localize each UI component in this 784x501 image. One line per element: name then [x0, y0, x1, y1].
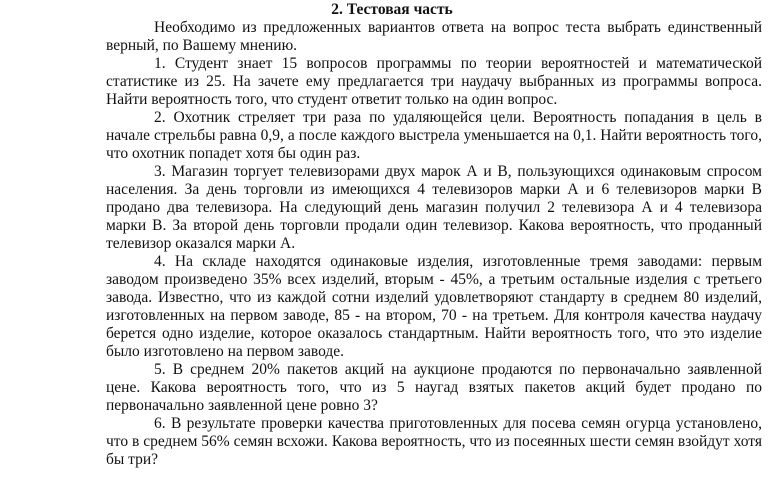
intro-paragraph: Необходимо из предложенных вариантов ответа на вопрос теста выбрать единственный верный, по Вашему мнению. [106, 19, 762, 54]
question-6: 6. В результате проверки качества приготовленных для посева семян огурца установлено, что в среднем 56% семян всхожи. Какова вероятность, что из посеянных шести семян взойдут хотя бы три? [106, 415, 762, 468]
question-1: 1. Студент знает 15 вопросов программы по теории вероятностей и математической статистике из 25. На зачете ему предлагается три наудачу выбранных из программы вопроса. Найти вероятность того, что студент ответит только на один вопрос. [106, 55, 762, 108]
question-3: 3. Магазин торгует телевизорами двух марок А и В, пользующихся одинаковым спросом населения. За день торговли из имеющихся 4 телевизоров марки А и 6 телевизоров марки В продано два телевизора. На следующий день магазин получил 2 телевизора А и 4 телевизора марки В. За второй день торговли продали один телевизор. Какова вероятность, что проданный телевизор оказался марки А. [106, 163, 762, 252]
document-body [106, 19, 762, 469]
question-2: 2. Охотник стреляет три раза по удаляющейся цели. Вероятность попадания в цель в начале стрельбы равна 0,9, а после каждого выстрела уменьшается на 0,1. Найти вероятность того, что охотник попадет хотя бы один раз. [106, 109, 762, 162]
question-5: 5. В среднем 20% пакетов акций на аукционе продаются по первоначально заявленной цене. Какова вероятность того, что из 5 наугад взятых пакетов акций будет продано по первоначально заявленной цене ровно 3? [106, 361, 762, 414]
section-title: 2. Тестовая часть [331, 1, 453, 18]
question-4: 4. На складе находятся одинаковые изделия, изготовленные тремя заводами: первым заводом произведено 35% всех изделий, вторым - 45%, а третьим остальные изделия с третьего завода. Известно, что из каждой сотни изделий удовлетворяют стандарту в среднем 80 изделий, изготовленных на первом заводе, 85 - на втором, 70 - на третьем. Для контроля качества наудачу берется одно изделие, которое оказалось стандартным. Найти вероятность того, что это изделие было изготовлено на первом заводе. [106, 253, 762, 360]
